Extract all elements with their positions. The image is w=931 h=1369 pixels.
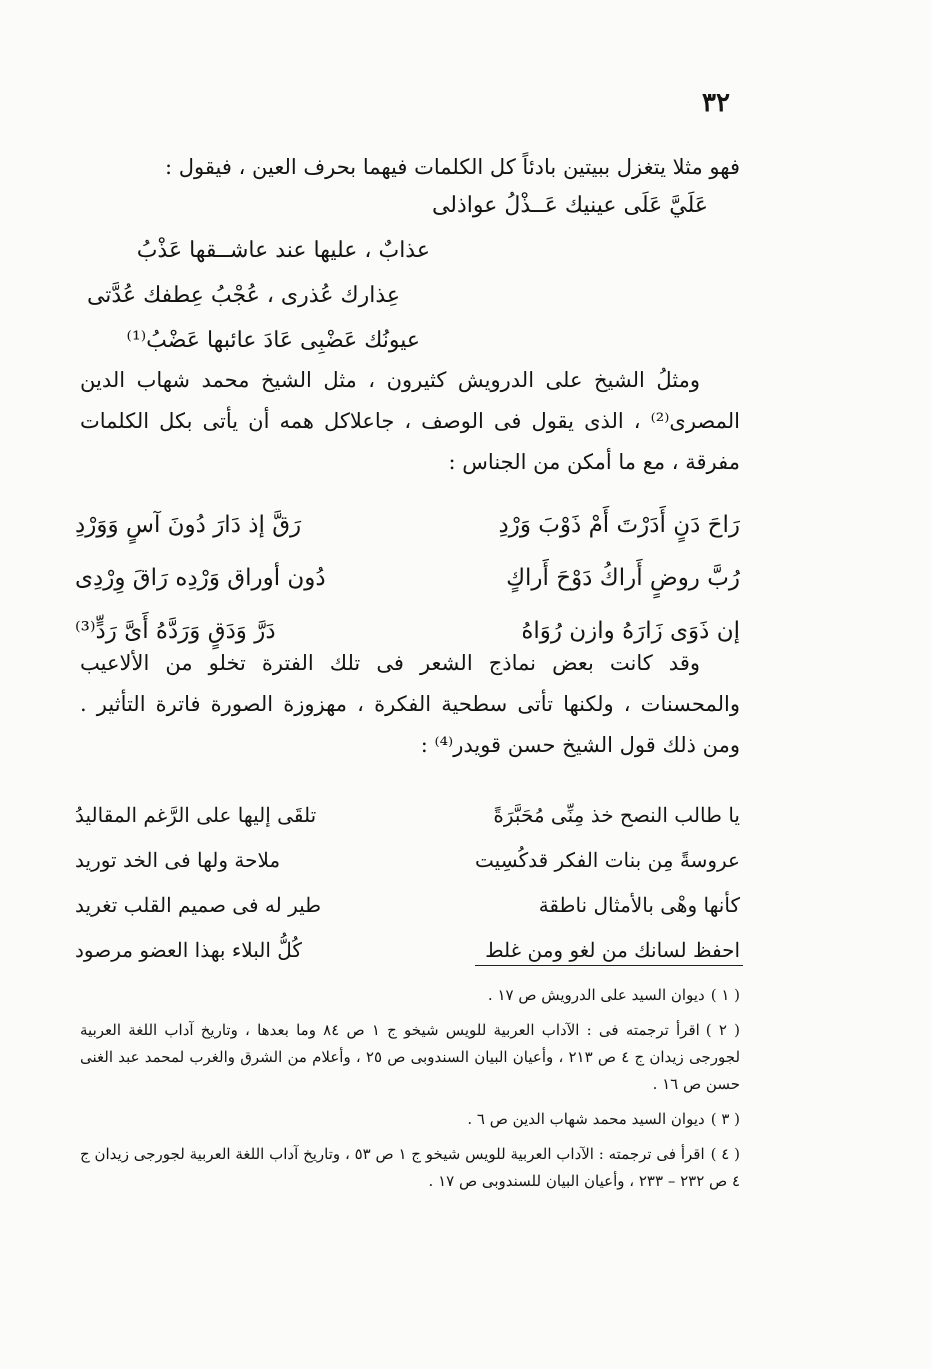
- verse-second-hemistich: تلقَى إليها على الرَّغم المقاليدُ: [75, 802, 317, 827]
- verses-shihab: [75, 498, 740, 657]
- footnote: [80, 1106, 740, 1133]
- verse-first-hemistich: رَاحَ دَنٍ أَدَرْتَ أَمْ ذَوْبَ وَرْدِ: [498, 511, 740, 538]
- footnote: [80, 982, 740, 1009]
- verse-second-hemistich: رَقَّ إذ دَارَ دُونَ آسٍ وَوَرْدِ: [75, 511, 302, 538]
- verse-first-hemistich: عروسةً مِن بنات الفكر قدكُسِيت: [475, 847, 740, 872]
- footnote-text: اقرأ فى ترجمته : الآداب العربية للويس شيخو ج ١ ص ٥٣ ، وتاريخ آداب اللغة العربية لجورجى زيدان ج ٤ ص ٢٣٢ – ٢٣٣ ، وأعيان البيان للسندوبى ص ١٧ .: [80, 1145, 740, 1190]
- page-number: ٣٢: [702, 88, 730, 118]
- paragraph-text: ومثلُ الشيخ على الدرويش كثيرون ، مثل الشيخ محمد شهاب الدين المصرى⁽²⁾ ، الذى يقول فى الوصف ، جاعلاكل همه أن يأتى بكل الكلمات مفرقة ، مع ما أمكن من الجناس :: [80, 368, 740, 474]
- verses-quwaidir: [75, 792, 740, 972]
- footnote-number: ( ٣ ): [710, 1110, 740, 1128]
- footnote-divider: [475, 965, 743, 966]
- footnote-number: ( ٤ ): [710, 1145, 740, 1163]
- verse-second-hemistich: ملاحة ولها فى الخد توريد: [75, 847, 281, 872]
- verse-first-hemistich: يا طالب النصح خذ مِنِّى مُحَبَّرَةً: [493, 802, 740, 827]
- verse-first-hemistich: احفظ لسانك من لغو ومن غلط: [485, 937, 740, 962]
- verse: [75, 837, 740, 882]
- footnote-number: ( ١ ): [710, 986, 740, 1004]
- footnotes: [80, 982, 740, 1203]
- footnote: [80, 1017, 740, 1098]
- verse-second-hemistich: كُلُّ البلاء بهذا العضو مرصود: [75, 937, 302, 962]
- poem-line: عِذارك عُذرى ، عُجْبُ عِطفك عُدَّتى: [86, 283, 400, 308]
- verse: [75, 882, 740, 927]
- footnote: [80, 1141, 740, 1195]
- intro-line: فهو مثلا يتغزل ببيتين بادئاً كل الكلمات فيهما بحرف العين ، فيقول :: [165, 155, 740, 179]
- poem-line: عذابٌ ، عليها عند عاشــقها عَذْبُ: [136, 238, 430, 263]
- footnote-number: ( ٢ ): [705, 1021, 740, 1039]
- footnote-text: ديوان السيد محمد شهاب الدين ص ٦ .: [467, 1110, 705, 1128]
- poem-ain: [80, 183, 740, 363]
- verse: [75, 551, 740, 604]
- verse-first-hemistich: إن ذَوَى زَارَهُ وازن رُوَاهُ: [521, 617, 740, 644]
- verse-first-hemistich: كأنها وهْى بالأمثال ناطقة: [538, 892, 740, 917]
- verse-second-hemistich: دُون أوراق وَرْدِه رَاقَ وِرْدِى: [75, 564, 326, 591]
- paragraph-darwish: [80, 360, 740, 483]
- poem-line: عَلَيَّ عَلَى عينيك عَــذْلُ عواذلى: [431, 193, 708, 218]
- paragraph-text: وقد كانت بعض نماذج الشعر فى تلك الفترة تخلو من الألاعيب والمحسنات ، ولكنها تأتى سطحية الفكرة ، مهزوزة الصورة فاترة التأثير . ومن ذلك قول الشيخ حسن قويدر⁽⁴⁾ :: [80, 651, 740, 757]
- poem-line: عيونُك عَضْبِى عَادَ عائبها عَضْبُ⁽¹⁾: [126, 328, 420, 353]
- verse-first-hemistich: رُبَّ روضٍ أَراكُ دَوْحَ أَراكٍ: [506, 564, 740, 591]
- paragraph-quwaidir: [80, 643, 740, 766]
- verse-second-hemistich: دَرَّ وَدَقٍ وَرَدَّهُ أَىَّ رَدٍّ⁽³⁾: [75, 617, 276, 644]
- verse: [75, 792, 740, 837]
- verse-second-hemistich: طير له فى صميم القلب تغريد: [75, 892, 322, 917]
- footnote-text: ديوان السيد على الدرويش ص ١٧ .: [487, 986, 705, 1004]
- footnote-text: اقرأ ترجمته فى : الآداب العربية للويس شيخو ج ١ ص ٨٤ وما بعدها ، وتاريخ آداب اللغة العربية لجورجى زيدان ج ٤ ص ٢١٣ ، وأعيان البيان السندوبى ص ٢٥ ، وأعلام من الشرق والغرب لمحمد عبد الغنى حسن ص ١٦ .: [80, 1021, 741, 1093]
- verse: [75, 498, 740, 551]
